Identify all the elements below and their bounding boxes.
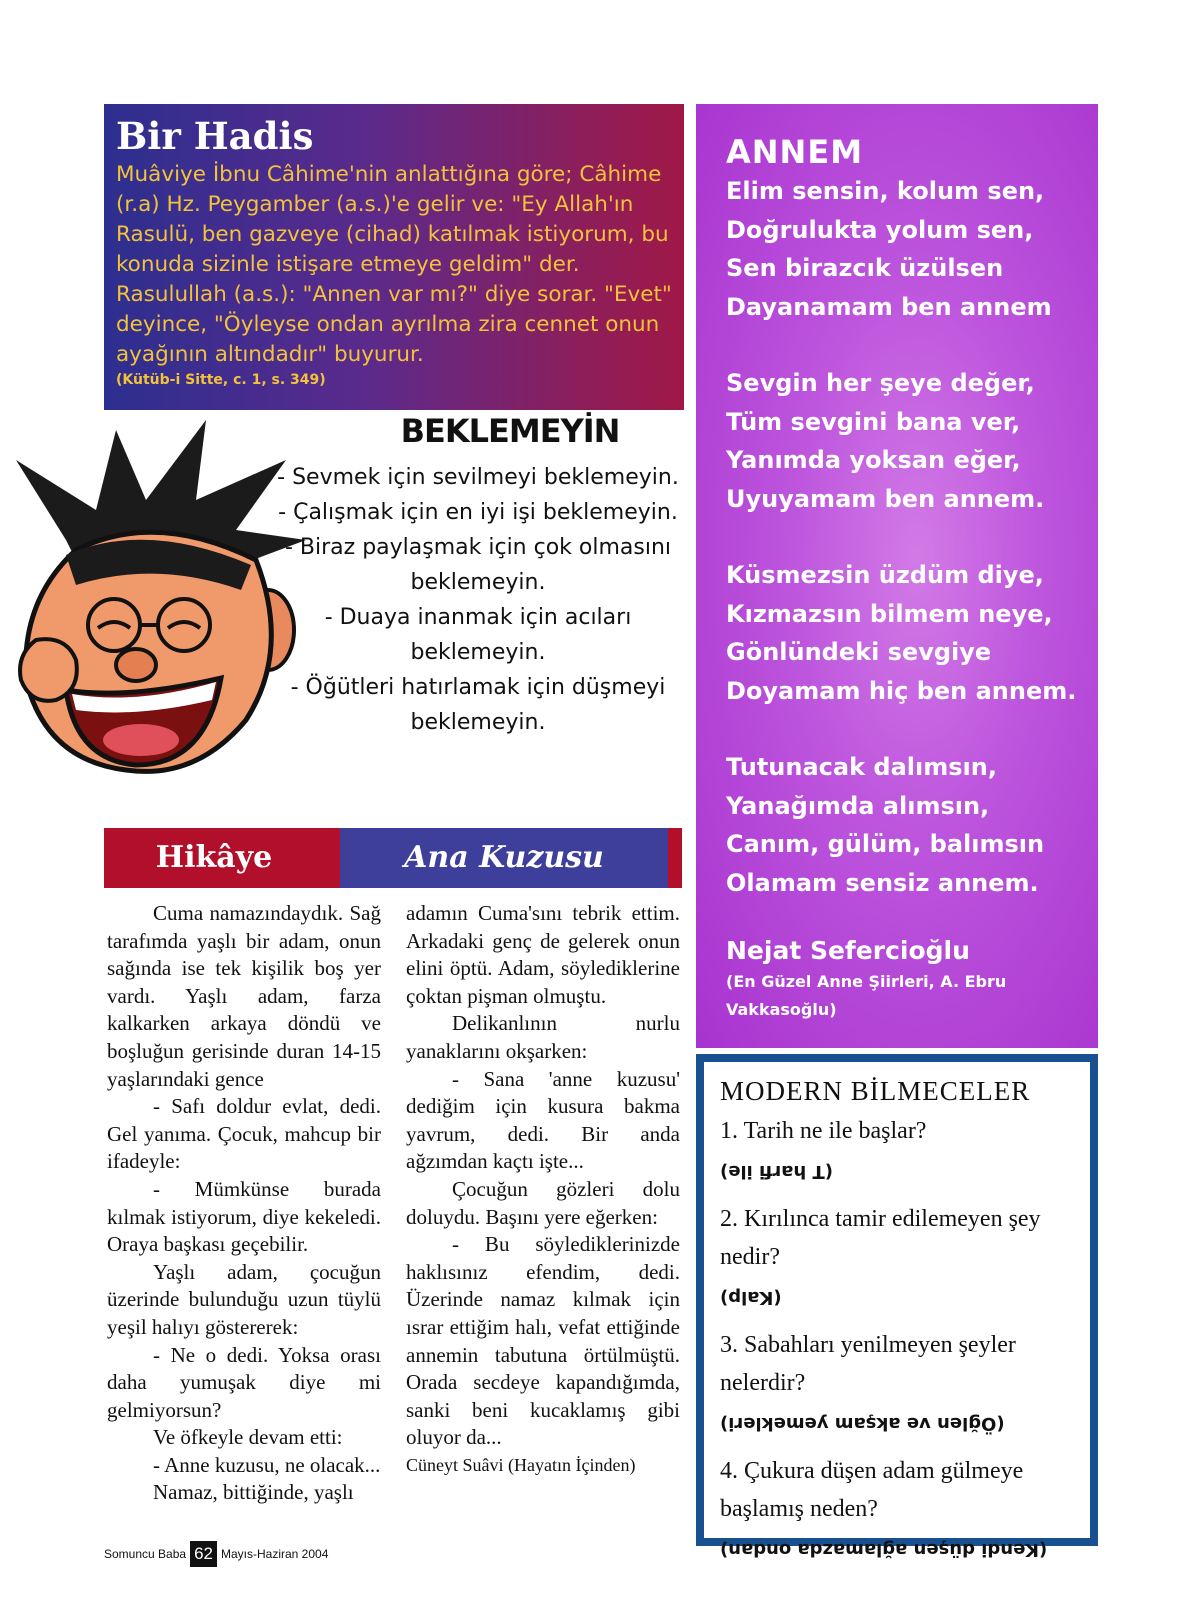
riddle-answer (720, 1408, 1074, 1438)
riddles-inner (704, 1062, 1090, 1560)
poem-line: Yanağımda alımsın, (726, 791, 990, 820)
riddle-answer-text: (Kendi düşen ağlamazda ondan) (720, 1539, 1048, 1560)
story-paragraph: Namaz, bittiğinde, yaşlı (153, 1480, 354, 1505)
story-paragraph: Cuma namazındaydık. Sağ tarafımda yaşlı bir adam, onun sağında ise tek kişilik boş yer vardı. Yaşlı adam, farza kalkarken arkaya döndü ve boşluğun gerisinde duran 14-15 yaşlarındaki gence (107, 901, 381, 1091)
poem-title: ANNEM (726, 133, 864, 171)
poem-line: Gönlündeki sevgiye (726, 638, 992, 666)
poem-line: Tüm sevgini bana ver, (726, 407, 1021, 436)
annem-poem-panel (696, 104, 1098, 1048)
riddle-question: 4. Çukura düşen adam gülmeye başlamış neden? (720, 1458, 1024, 1522)
story-paragraph: - Ne o dedi. Yoksa orası daha yumuşak diye mi gelmiyorsun? (107, 1342, 381, 1422)
story-column-2 (406, 900, 680, 1479)
magazine-name: Somuncu Baba (104, 1547, 187, 1561)
poem-author: Nejat Sefercioğlu (726, 936, 970, 965)
riddles-title: MODERN BİLMECELER (720, 1076, 1031, 1106)
story-paragraph: - Anne kuzusu, ne olacak... (153, 1452, 381, 1477)
riddle-question: 2. Kırılınca tamir edilemeyen şey nedir? (720, 1206, 1041, 1270)
riddles-box (696, 1054, 1098, 1560)
poem-line: Tutunacak dalımsın, (726, 753, 997, 781)
poem-line: Kızmazsın bilmem neye, (726, 599, 1053, 628)
riddle-answer (720, 1282, 1074, 1312)
poem-line: Dayanamam ben annem (726, 292, 1052, 321)
poem-line: Doğrulukta yolum sen, (726, 215, 1034, 244)
poem-source (726, 968, 1078, 1024)
issue-date: Mayıs-Haziran 2004 (220, 1547, 329, 1561)
poem-stanza (726, 748, 1078, 902)
list-item: - Çalışmak için en iyi işi beklemeyin. (278, 500, 678, 525)
poem-line: Olamam sensiz annem. (726, 868, 1039, 897)
poem-line: Küsmezsin üzdüm diye, (726, 561, 1044, 589)
riddle-answer-text: (T harfi ile) (720, 1161, 833, 1182)
riddle-question: 3. Sabahları yenilmeyen şeyler nelerdir? (720, 1332, 1016, 1396)
story-paragraph: Çocuğun gözleri dolu doluydu. Başını yere eğerken: (406, 1176, 680, 1229)
list-item: - Biraz paylaşmak için çok olmasını beklemeyin. (284, 535, 672, 595)
story-paragraph: Ve öfkeyle devam etti: (153, 1425, 343, 1450)
list-item: - Öğütleri hatırlamak için düşmeyi beklemeyin. (290, 675, 666, 735)
poem-line: Uyuyamam ben annem. (726, 484, 1045, 513)
poem-line: Doyamam hiç ben annem. (726, 676, 1077, 705)
story-paragraph: Yaşlı adam, çocuğun üzerinde bulunduğu uzun tüylü yeşil halıyı göstererek: (107, 1259, 381, 1339)
story-title: Ana Kuzusu (404, 840, 604, 875)
story-paragraph: - Sana 'anne kuzusu' dediğim için kusura bakma yavrum, dedi. Bir anda ağzımdan kaçtı işte... (406, 1066, 680, 1174)
poem-source-line: Vakkasoğlu) (726, 1000, 837, 1019)
story-paragraph: - Safı doldur evlat, dedi. Gel yanıma. Çocuk, mahcup bir ifadeyle: (107, 1094, 381, 1174)
section-banner-edge (668, 828, 682, 888)
story-paragraph: - Bu söylediklerinizde haklısınız efendim, dedi. Üzerinde namaz kılmak için ısrar ettiğim halı, vefat ettiğinde annemin tabutuna örtülmüştü. Orada secdeye kapandığımda, sanki beni kucaklamış gibi oluyor da... (406, 1232, 680, 1450)
poem-line: Yanımda yoksan eğer, (726, 446, 1021, 474)
poem-stanza (726, 556, 1078, 710)
riddle-answer-text: (Kalp) (720, 1287, 782, 1308)
riddle-answer (720, 1156, 1074, 1186)
poem-source-line: (En Güzel Anne Şiirleri, A. Ebru (726, 972, 1007, 991)
poem-line: Sen birazcık üzülsen (726, 254, 1004, 282)
story-author: Cüneyt Suâvi (Hayatın İçinden) (406, 1454, 636, 1475)
poem-line: Elim sensin, kolum sen, (726, 177, 1045, 205)
story-section-label: Hikâye (155, 840, 273, 875)
page-number: 62 (190, 1541, 217, 1567)
beklemeyin-list (268, 460, 688, 740)
story-paragraph: adamın Cuma'sını tebrik ettim. Arkadaki genç de gelerek onun elini öptü. Adam, söylediklerine çoktan pişman olmuştu. (406, 901, 680, 1008)
hadis-source: (Kütüb-i Sitte, c. 1, s. 349) (116, 372, 326, 388)
story-paragraph: Delikanlının nurlu yanaklarını okşarken: (406, 1011, 680, 1063)
poem-line: Sevgin her şeye değer, (726, 369, 1035, 397)
hadis-text: Muâviye İbnu Câhime'nin anlattığına göre; Câhime (r.a) Hz. Peygamber (a.s.)'e gelir ve: "Ey Allah'ın Rasulü, ben gazveye (cihad) katılmak istiyorum, bu konuda sizinle istişare etmeye geldim" der. Rasulullah (a.s.): "Annen var mı?" diye sorar. "Evet" deyince, "Öyleyse ondan ayrılma zira cennet onun ayağının altındadır" buyurur. (116, 162, 672, 367)
page-footer (104, 1541, 328, 1567)
riddle-question: 1. Tarih ne ile başlar? (720, 1118, 927, 1144)
beklemeyin-title: BEKLEMEYİN (400, 412, 620, 450)
poem-stanza (726, 172, 1078, 326)
list-item: - Duaya inanmak için acıları beklemeyin. (324, 605, 632, 665)
story-column-1 (107, 900, 381, 1507)
hadis-box (104, 104, 684, 410)
riddle-answer-text: (Öğlen ve akşam yemekleri) (720, 1413, 1005, 1434)
poem-line: Canım, gülüm, balımsın (726, 830, 1045, 858)
riddle-answer (720, 1534, 1074, 1564)
story-paragraph: - Mümkünse burada kılmak istiyorum, diye kekeledi. Oraya başkası geçebilir. (107, 1176, 381, 1257)
list-item: - Sevmek için sevilmeyi beklemeyin. (277, 465, 679, 490)
hadis-title: Bir Hadis (116, 114, 314, 158)
poem-stanza (726, 364, 1078, 518)
